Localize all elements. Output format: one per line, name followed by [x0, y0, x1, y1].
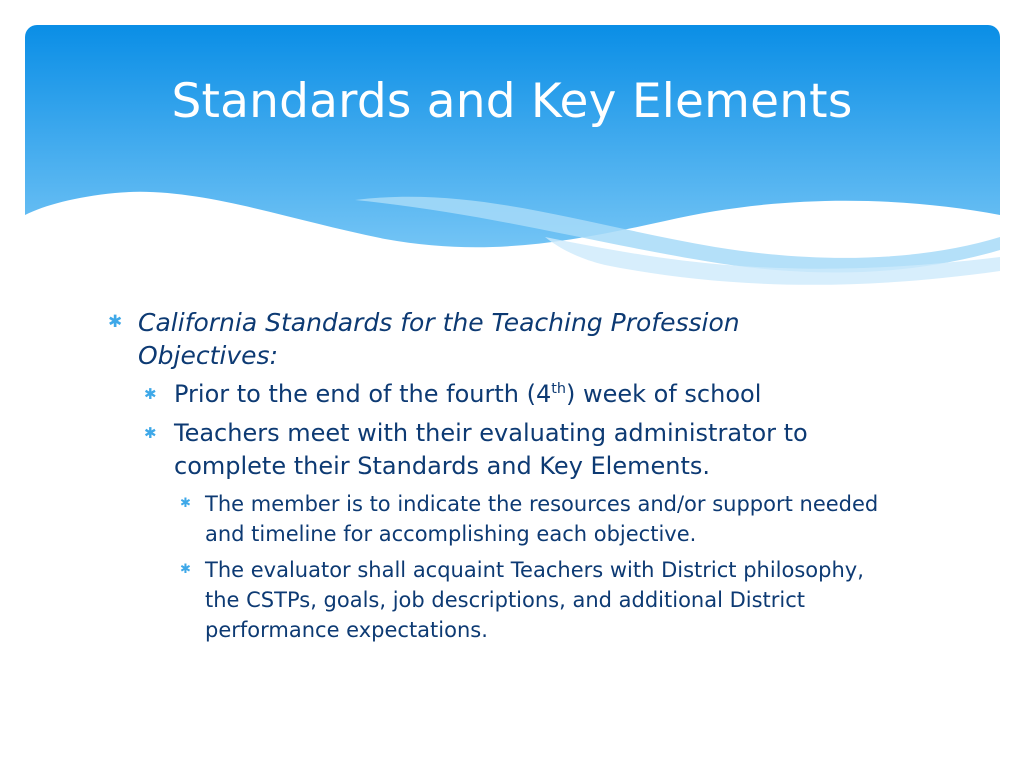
wave-ribbon-3	[25, 206, 225, 243]
slide-title: Standards and Key Elements	[171, 74, 853, 129]
asterisk-bullet-icon: ✱	[144, 385, 157, 403]
ordinal-superscript: th	[551, 381, 566, 397]
slide-content	[108, 306, 908, 645]
asterisk-bullet-icon: ✱	[144, 424, 157, 442]
bullet-text: The member is to indicate the resources and/or support needed and timeline for accomplishing each objective.	[205, 492, 879, 546]
header-wave-graphic	[25, 25, 1000, 290]
asterisk-bullet-icon: ✱	[108, 312, 123, 332]
bullet-text-part: Prior to the end of the fourth (4	[174, 380, 552, 408]
bullet-text: California Standards for the Teaching Profession Objectives:	[138, 308, 740, 370]
bullet-level-3	[180, 555, 908, 645]
bullet-level-2	[144, 417, 908, 483]
bullet-level-2	[144, 378, 908, 411]
header-band	[25, 25, 1000, 290]
bullet-text: The evaluator shall acquaint Teachers with District philosophy, the CSTPs, goals, job descriptions, and additional District performance expectations.	[205, 558, 864, 642]
bullet-level-1	[108, 306, 908, 372]
bullet-level-3	[180, 489, 908, 549]
asterisk-bullet-icon: ✱	[180, 496, 191, 511]
bullet-text: Teachers meet with their evaluating administrator to complete their Standards and Key Elements.	[174, 419, 808, 480]
bullet-text	[174, 378, 874, 411]
bullet-text-part: ) week of school	[565, 380, 762, 408]
asterisk-bullet-icon: ✱	[180, 562, 191, 577]
